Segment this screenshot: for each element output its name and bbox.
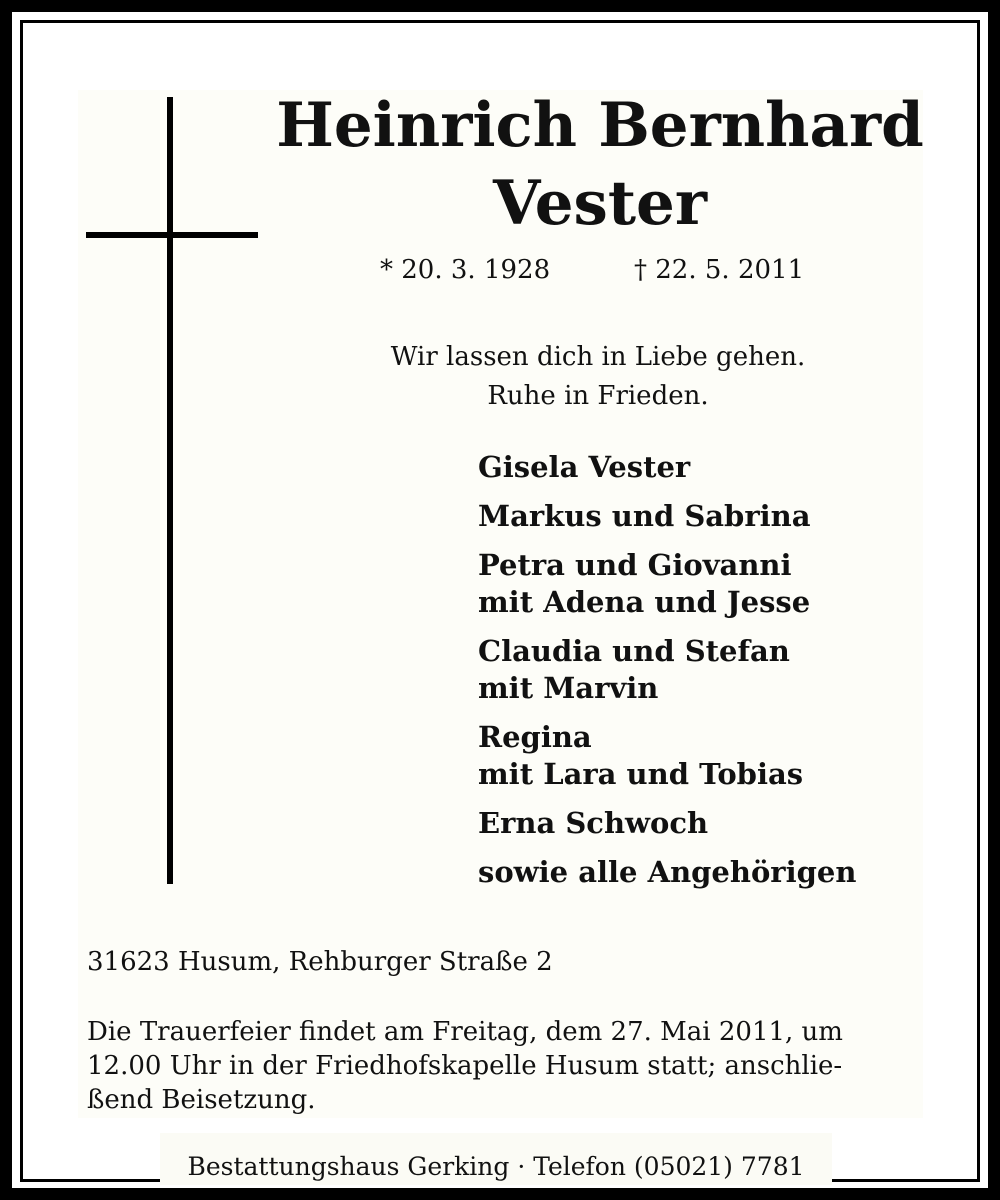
cross-icon-crossbar (86, 232, 258, 238)
motto-line-2: Ruhe in Frieden. (487, 381, 709, 411)
mourner-entry (478, 498, 856, 535)
mourner-entry (478, 854, 856, 891)
mourner-line: mit Marvin (478, 671, 659, 705)
deceased-surname: Vester (492, 168, 707, 239)
deceased-name: Heinrich Bernhard (276, 90, 924, 161)
death-date: † 22. 5. 2011 (634, 255, 805, 285)
service-details (87, 1015, 923, 1117)
mourners-list (478, 449, 856, 903)
mourner-line: Erna Schwoch (478, 806, 709, 840)
mourner-line: sowie alle Angehörigen (478, 855, 857, 889)
mourner-entry (478, 547, 856, 621)
service-line-2: 12.00 Uhr in der Friedhofskapelle Husum statt; anschlie- (87, 1051, 843, 1081)
family-address: 31623 Husum, Rehburger Straße 2 (87, 947, 553, 977)
mourner-entry (478, 449, 856, 486)
birth-date: * 20. 3. 1928 (380, 255, 551, 285)
mourner-entry (478, 719, 856, 793)
funeral-home-footer: Bestattungshaus Gerking · Telefon (05021) 7781 (187, 1152, 805, 1181)
mourner-line: Petra und Giovanni (478, 548, 792, 582)
mourner-entry (478, 805, 856, 842)
mourner-line: mit Lara und Tobias (478, 757, 804, 791)
mourner-line: mit Adena und Jesse (478, 585, 811, 619)
mourner-line: Regina (478, 720, 592, 754)
mourner-entry (478, 633, 856, 707)
mourner-line: Markus und Sabrina (478, 499, 811, 533)
cross-icon (167, 97, 173, 884)
mourner-line: Gisela Vester (478, 450, 691, 484)
motto-line-1: Wir lassen dich in Liebe gehen. (390, 342, 806, 372)
service-line-1: Die Trauerfeier findet am Freitag, dem 27. Mai 2011, um (87, 1017, 843, 1047)
service-line-3: ßend Beisetzung. (87, 1085, 316, 1115)
mourner-line: Claudia und Stefan (478, 634, 790, 668)
